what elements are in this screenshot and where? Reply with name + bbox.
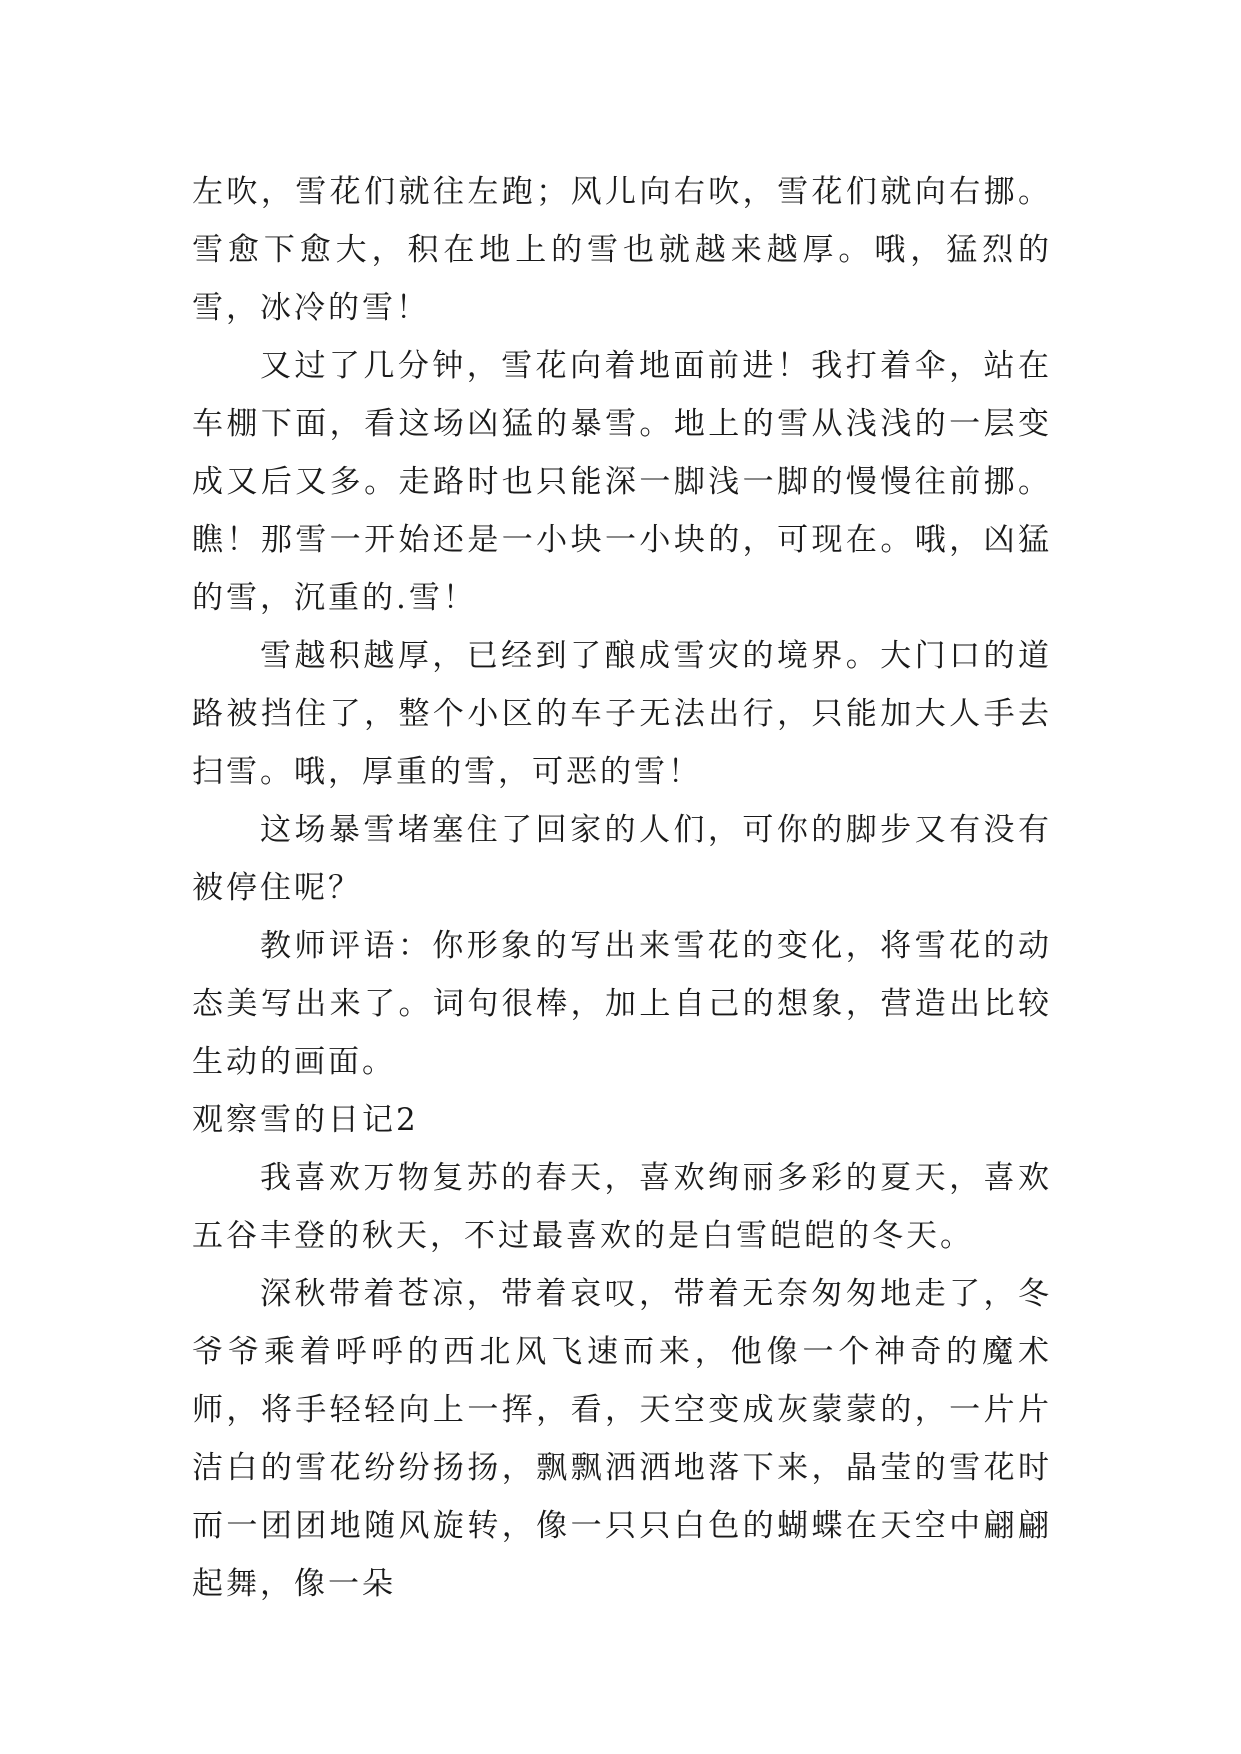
paragraph-5: 教师评语：你形象的写出来雪花的变化，将雪花的动态美写出来了。词句很棒，加上自己的想象，营造出比较生动的画面。 <box>192 928 1052 1080</box>
paragraph-6: 我喜欢万物复苏的春天，喜欢绚丽多彩的夏天，喜欢五谷丰登的秋天，不过最喜欢的是白雪皑皑的冬天。 <box>192 1160 1052 1254</box>
paragraph-1: 左吹，雪花们就往左跑；风儿向右吹，雪花们就向右挪。雪愈下愈大，积在地上的雪也就越来越厚。哦，猛烈的雪，冰冷的雪！ <box>192 174 1052 326</box>
paragraph-2: 又过了几分钟，雪花向着地面前进！我打着伞，站在车棚下面，看这场凶猛的暴雪。地上的雪从浅浅的一层变成又后又多。走路时也只能深一脚浅一脚的慢慢往前挪。瞧！那雪一开始还是一小块一小块的，可现在。哦，凶猛的雪，沉重的.雪！ <box>192 348 1052 616</box>
paragraph-3: 雪越积越厚，已经到了酿成雪灾的境界。大门口的道路被挡住了，整个小区的车子无法出行，只能加大人手去扫雪。哦，厚重的雪，可恶的雪！ <box>192 638 1052 790</box>
document-page <box>192 163 1052 1613</box>
section-heading: 观察雪的日记2 <box>192 1102 419 1138</box>
paragraph-4: 这场暴雪堵塞住了回家的人们，可你的脚步又有没有被停住呢？ <box>192 812 1052 906</box>
paragraph-7: 深秋带着苍凉，带着哀叹，带着无奈匆匆地走了，冬爷爷乘着呼呼的西北风飞速而来，他像一个神奇的魔术师，将手轻轻向上一挥，看，天空变成灰蒙蒙的，一片片洁白的雪花纷纷扬扬，飘飘洒洒地落下来，晶莹的雪花时而一团团地随风旋转，像一只只白色的蝴蝶在天空中翩翩起舞，像一朵 <box>192 1276 1052 1602</box>
